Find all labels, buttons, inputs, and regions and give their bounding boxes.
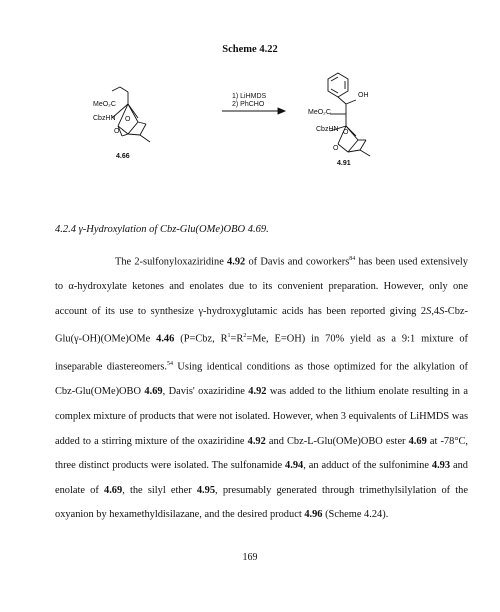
product-amine-group: CbzHN (316, 126, 339, 133)
reaction-scheme (0, 66, 500, 166)
scheme-title: Scheme 4.22 (222, 44, 278, 55)
product-hydroxyl-group: OH (358, 92, 369, 99)
product-structure (328, 73, 370, 156)
reactant-amine-group: CbzHN (93, 115, 116, 122)
reagent-step-2: 2) PhCHO (232, 101, 265, 108)
product-ring-oxygen: O (343, 129, 349, 136)
reactant-ring-oxygen-2: O (114, 128, 120, 135)
product-ester-group: MeO₂C (308, 109, 331, 116)
body-paragraph: The 2-sulfonyloxaziridine 4.92 of Davis and coworkers$^{84}$ has been used extensively to α-hydroxylate ketones and enolates due to its convenient preparation. However, only one account of its use to synthesize γ-hydroxyglutamic acids has been reported giving 2S,4S-Cbz-Glu(γ-OH)(OMe)OMe 4.46 (P=Cbz, $R^1=R^2=Me$, E=OH) in 70% yield as a 9:1 mixture of inseparable diastereomers.$^{54}$ Using identical conditions as those optimized for the alkylation of Cbz-Glu(OMe)OBO 4.69, Davis' oxaziridine 4.92 was added to the lithium enolate resulting in a complex mixture of products that were not isolated. However, when 3 equivalents of LiHMDS was added to a stirring mixture of the oxaziridine 4.92 and Cbz-L-Glu(OMe)OBO ester 4.69 at -78°C, three distinct products were isolated. The sulfonamide 4.94, an adduct of the sulfonimine 4.93 and enolate of 4.69, the silyl ether 4.95, presumably generated through trimethylsilylation of the oxyanion by hexamethyldisilazane, and the desired product 4.96 (Scheme 4.24). (55, 256, 469, 521)
reactant-ring-oxygen: O (125, 116, 131, 123)
product-ring-oxygen-2: O (333, 145, 339, 152)
reagent-step-1: 1) LiHMDS (232, 93, 267, 100)
product-compound-label: 4.91 (337, 160, 351, 166)
section-heading: 4.2.4 γ-Hydroxylation of Cbz-Glu(OMe)OBO 4.69. (55, 224, 269, 235)
reactant-ester-group: MeO₂C (93, 101, 116, 108)
page-number: 169 (242, 552, 258, 563)
reactant-compound-label: 4.66 (116, 153, 130, 160)
